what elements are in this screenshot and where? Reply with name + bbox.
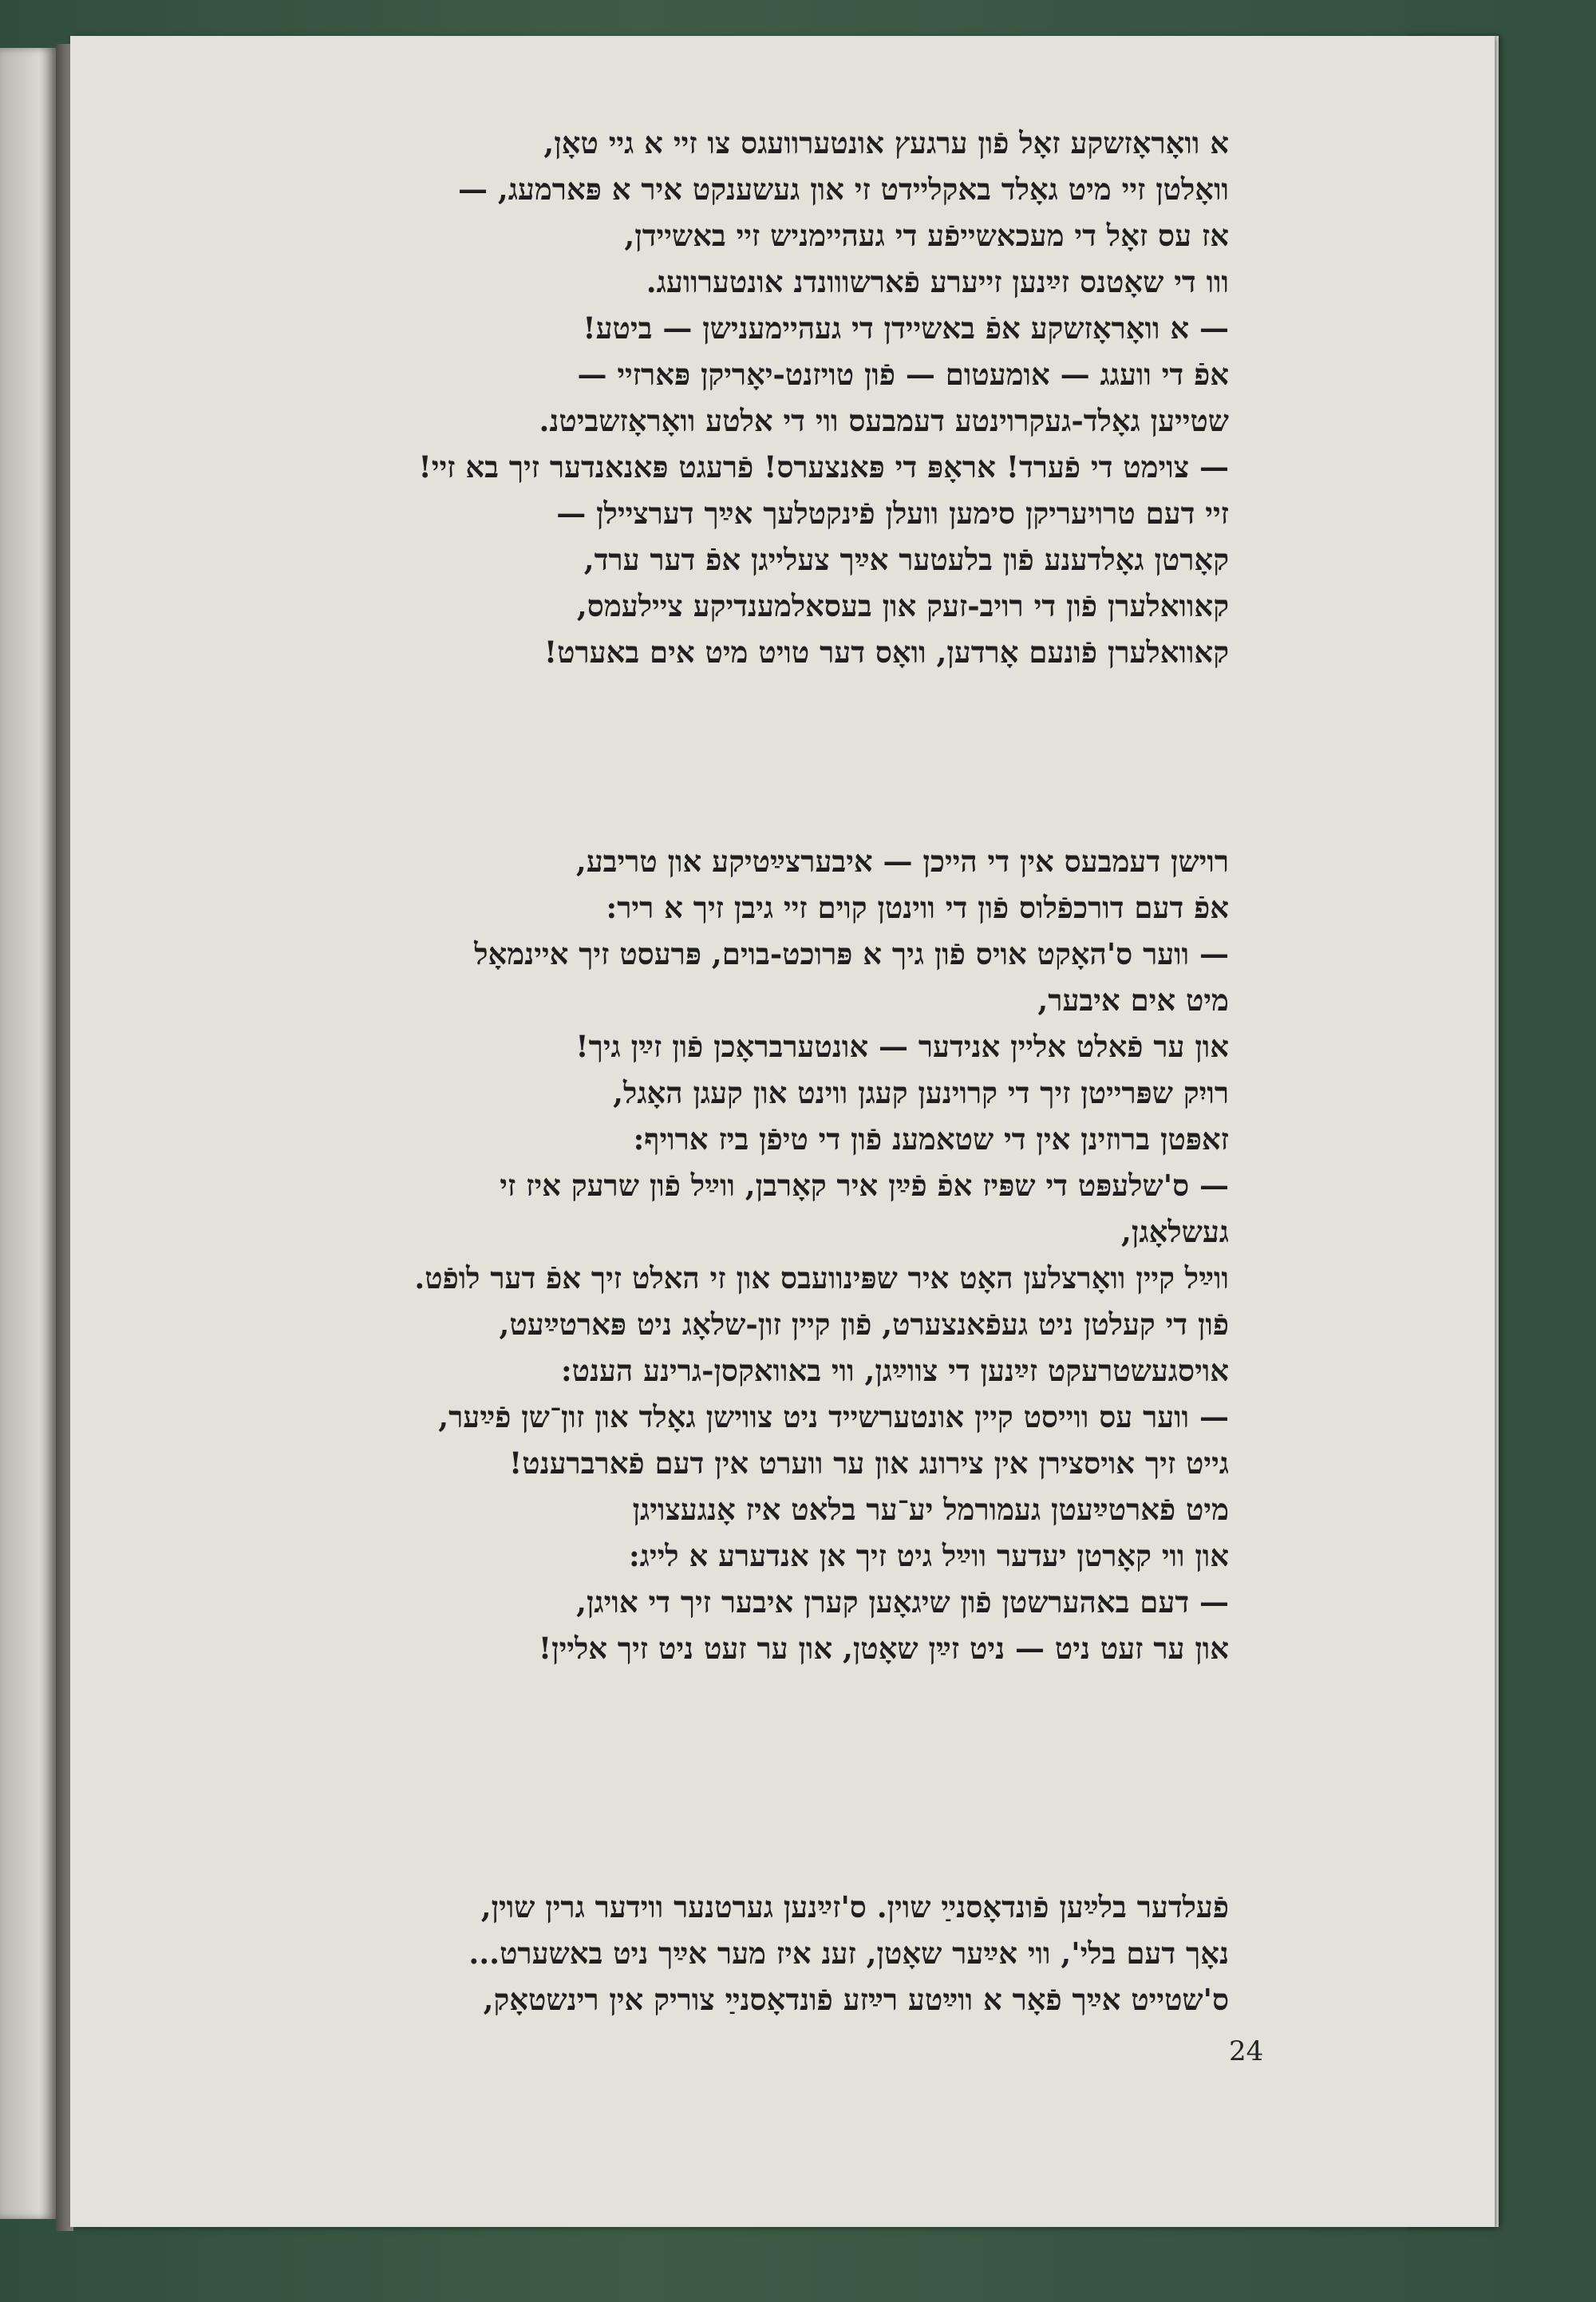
text-line: אויסגעשטרעקט זײַנען די צווײַגן, ווי באוואקסן-גרינע הענט: (560, 1353, 1229, 1388)
text-line: אפֿ דעם דורכפֿלוס פֿון די ווינטן קוים זיי גיבן זיך א ריר: (606, 890, 1229, 925)
text-line: רויִק שפּרייטן זיך די קרוינען קעגן ווינט און קעגן האָגל, (613, 1075, 1229, 1110)
text-line: זיי דעם טרויעריקן סימען וועלן פֿינקטלעך אײַך דערציילן — (556, 496, 1229, 531)
left-page-edge (0, 48, 56, 2219)
text-line: אפֿ די וועגג — אומעטום — פֿון טויזנט-יאָריקן פּארזיי — (577, 357, 1229, 392)
text-line: און ער זעט ניט — ניט זײַן שאָטן, און ער זעט ניט זיך אליין! (538, 1631, 1229, 1666)
text-line: און ער פֿאלט אליין אנידער — אונטערבראָכן פֿון זײַן גיך! (575, 1029, 1229, 1064)
text-line: מיט פֿארטײַעטן געמורמל יע־ער בלאט איז אָנגעצויגן (632, 1492, 1229, 1527)
text-line: — ס'שלעפּט די שפּיז אפֿ פֿײַן איר קאָרבן, ווײַל פֿון שרעק איז זי (500, 1168, 1229, 1203)
stanza-2 (112, 838, 1229, 1671)
text-line: קאָרטן גאָלדענע פֿון בלעטער אײַך צעלייגן אפֿ דער ערד, (583, 542, 1229, 577)
text-line: מיט אים איבער, (1037, 983, 1229, 1018)
text-line: און ווי קאָרטן יעדער ווײַל גיט זיך אן אנדערע א לייג: (629, 1538, 1229, 1573)
text-line: קאוואלערן פֿון די רויב-זעק און בעסאלמענדיקע ציילעמס, (576, 588, 1229, 623)
text-line: — ווער עס ווייסט קיין אונטערשייד ניט צווישן גאָלד און זון־שן פֿײַער, (438, 1399, 1229, 1434)
text-line: ווײַל קיין וואָרצלען האָט איר שפּינוועבס און זי האלט זיך אפֿ דער לופֿט. (414, 1260, 1229, 1295)
text-line: גייט זיך אויסצירן אין צירונג און ער ווערט אין דעם פֿארברענט! (508, 1446, 1229, 1481)
text-line: ווו די שאָטנס זײַנען זייערע פֿארשווונדנ אונטערוועג. (646, 264, 1229, 299)
text-line: שטייען גאָלד-געקרוינטע דעמבעס ווי די אלטע וואָראָזשביטנ. (539, 403, 1229, 438)
text-line: אז עס זאָל די מעכאשייפֿע די געהיימניש זיי באשיידן, (624, 218, 1229, 253)
text-line: ס'שטייט אײַך פֿאָר א ווײַטע רײַזע פֿונדאָסנײַ צוריק אין רינשטאָק, (483, 1982, 1229, 2017)
stanza-1 (112, 120, 1229, 675)
text-line: וואָלטן זיי מיט גאָלד באקליידט זי און געשענקט איר א פּארמעג, — (457, 172, 1229, 207)
text-line: — א וואָראָזשקע אפֿ באשיידן די געהיימענישן — ביטע! (583, 310, 1229, 346)
text-line: — דעם באהערשטן פֿון שיגאָען קערן איבער זיך די אויגן, (576, 1584, 1229, 1620)
text-line: רוישן דעמבעס אין די הייכן — איבערצײַטיקע און טריבע, (575, 844, 1229, 879)
text-line: — צוימט די פֿערד! אראָפּ די פּאנצערס! פֿרעגט פּאנאנדער זיך בא זיי! (418, 449, 1229, 485)
page-number: 24 (1229, 2035, 1264, 2067)
stanza-3 (112, 1884, 1229, 2023)
text-line: קאוואלערן פֿונעם אָרדען, וואָס דער טויט מיט אים באערט! (543, 635, 1229, 670)
text-line: געשלאָגן, (1121, 1214, 1229, 1249)
text-line: נאָך דעם בלי', ווי אײַער שאָטן, זענ איז מער אײַך ניט באשערט... (468, 1936, 1229, 1971)
text-line: פֿעלדער בלײַען פֿונדאָסנײַ שוין. ס'זײַנען גערטנער ווידער גרין שוין, (480, 1889, 1229, 1924)
text-line: זאפּטן ברוזינן אין די שטאמענ פֿון די טיפֿן ביז ארויף: (633, 1121, 1229, 1157)
text-line: א וואָראָזשקע זאָל פֿון ערגעץ אונטערוועגס צו זיי א גיי טאָן, (543, 125, 1229, 160)
text-line: פֿון די קעלטן ניט געפֿאנצערט, פֿון קיין זון-שלאָג ניט פּארטײַעט, (499, 1307, 1229, 1342)
text-line: — ווער ס'האָקט אויס פֿון גיך א פּרוכט-בוים, פּרעסט זיך איינמאָל (474, 936, 1229, 971)
